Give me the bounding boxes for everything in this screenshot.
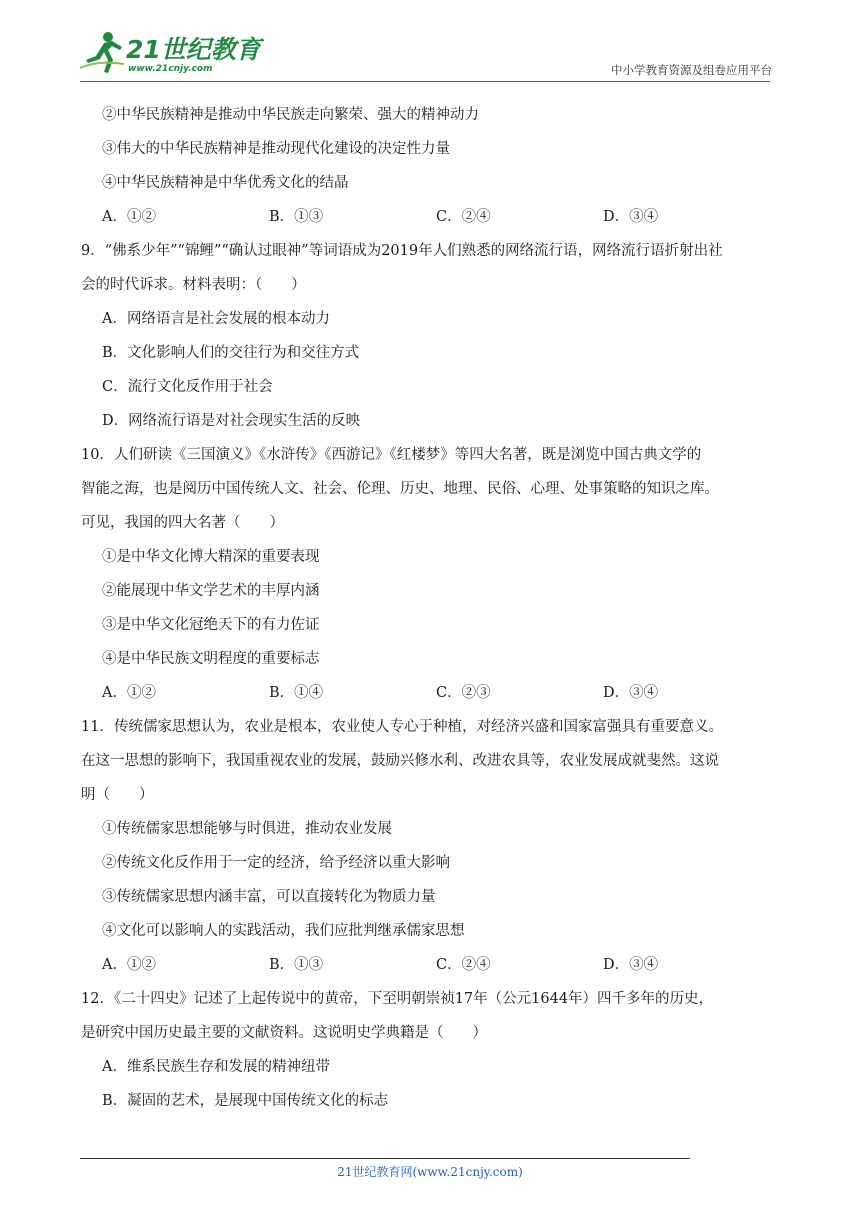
q10-options (81, 676, 781, 710)
runner-icon (78, 30, 126, 74)
question-content (81, 98, 781, 1118)
logo-text: 21世纪教育 (126, 35, 261, 64)
page-header (0, 0, 860, 84)
q10-option-d: D．③④ (603, 685, 659, 701)
q10-item: ②能展现中华文学艺术的丰厚内涵 (102, 583, 320, 599)
q11-item: ④文化可以影响人的实践活动，我们应批判继承儒家思想 (102, 923, 465, 939)
q8-options (81, 200, 781, 234)
footer-divider (80, 1158, 690, 1159)
q9-option-b: B．文化影响人们的交往行为和交往方式 (102, 345, 360, 361)
q8-item: ④中华民族精神是中华优秀文化的结晶 (102, 175, 349, 191)
q8-option-a: A．①② (102, 209, 156, 225)
q11-item: ②传统文化反作用于一定的经济，给予经济以重大影响 (102, 855, 450, 871)
logo (78, 30, 261, 80)
q11-stem: 在这一思想的影响下，我国重视农业的发展，鼓励兴修水利、改进农具等，农业发展成就斐然。这说 (81, 753, 719, 769)
q10-stem: 智能之海，也是阅历中国传统人文、社会、伦理、历史、地理、民俗、心理、处事策略的知识之库。 (81, 481, 719, 497)
q11-option-a: A．①② (102, 957, 156, 973)
q9-stem: 会的时代诉求。材料表明：（ ） (81, 277, 306, 293)
q8-option-d: D．③④ (603, 209, 659, 225)
q12-stem: 12．《二十四史》记述了上起传说中的黄帝，下至明朝崇祯17年（公元1644年）四千多年的历史， (81, 991, 714, 1007)
q12-option-b: B．凝固的艺术，是展现中国传统文化的标志 (102, 1093, 389, 1109)
q11-options (81, 948, 781, 982)
logo-url: www.21cnjy.com (128, 64, 213, 74)
q9-option-a: A．网络语言是社会发展的根本动力 (102, 311, 330, 327)
q11-item: ①传统儒家思想能够与时俱进，推动农业发展 (102, 821, 392, 837)
q9-stem: 9．“佛系少年”“锦鲤”“确认过眼神”等词语成为2019年人们熟悉的网络流行语，网络流行语折射出社 (81, 243, 723, 259)
q10-stem: 可见，我国的四大名著（ ） (81, 515, 284, 531)
q10-option-c: C．②③ (436, 685, 491, 701)
q9-option-d: D．网络流行语是对社会现实生活的反映 (102, 413, 361, 429)
q10-item: ④是中华民族文明程度的重要标志 (102, 651, 320, 667)
header-slogan: 中小学教育资源及组卷应用平台 (611, 63, 772, 77)
q11-stem: 明（ ） (81, 787, 154, 803)
footer-link[interactable]: 21世纪教育网(www.21cnjy.com) (337, 1165, 523, 1179)
q11-item: ③传统儒家思想内涵丰富，可以直接转化为物质力量 (102, 889, 436, 905)
q11-stem: 11．传统儒家思想认为，农业是根本，农业使人专心于种植，对经济兴盛和国家富强具有重要意义。 (81, 719, 723, 735)
q11-option-b: B．①③ (269, 957, 324, 973)
q11-option-d: D．③④ (603, 957, 659, 973)
q9-option-c: C．流行文化反作用于社会 (102, 379, 273, 395)
header-divider (80, 81, 770, 82)
q10-item: ①是中华文化博大精深的重要表现 (102, 549, 320, 565)
q8-option-c: C．②④ (436, 209, 491, 225)
q12-option-a: A．维系民族生存和发展的精神纽带 (102, 1059, 330, 1075)
q8-item: ③伟大的中华民族精神是推动现代化建设的决定性力量 (102, 141, 450, 157)
q11-option-c: C．②④ (436, 957, 491, 973)
q8-item: ②中华民族精神是推动中华民族走向繁荣、强大的精神动力 (102, 107, 479, 123)
q8-option-b: B．①③ (269, 209, 324, 225)
q12-stem: 是研究中国历史最主要的文献资料。这说明史学典籍是（ ） (81, 1025, 487, 1041)
q10-stem: 10．人们研读《三国演义》《水浒传》《西游记》《红楼梦》等四大名著，既是浏览中国古典文学的 (81, 447, 702, 463)
q10-option-b: B．①④ (269, 685, 324, 701)
q10-item: ③是中华文化冠绝天下的有力佐证 (102, 617, 320, 633)
q10-option-a: A．①② (102, 685, 156, 701)
